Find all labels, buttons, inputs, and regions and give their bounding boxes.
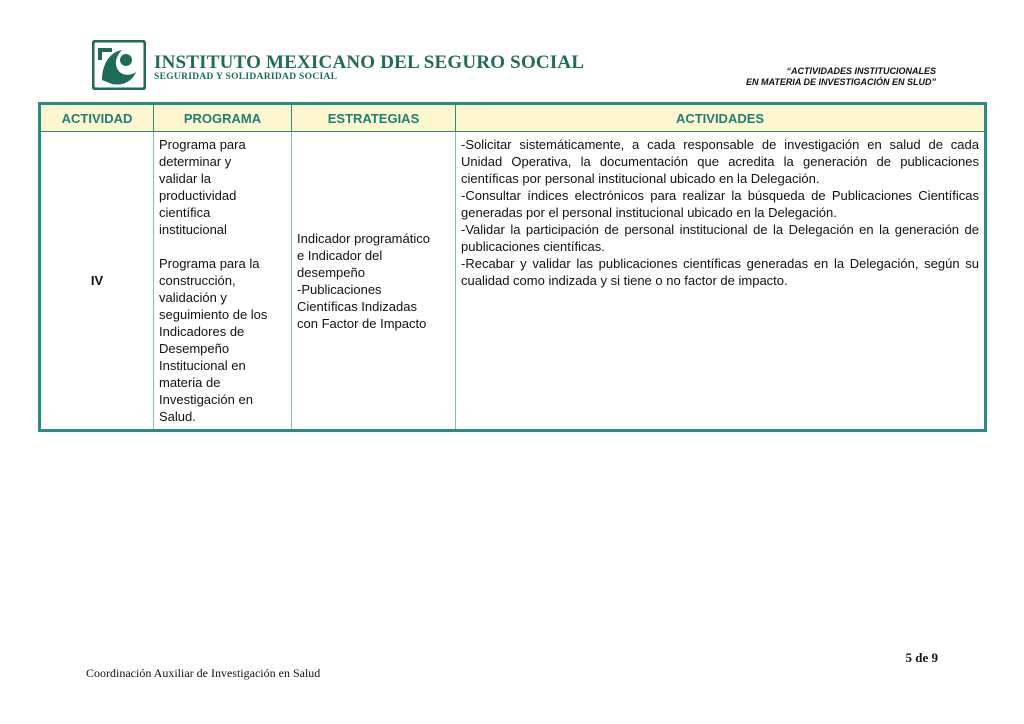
programa-line: construcción, bbox=[159, 273, 236, 288]
estrategia-line: Indicador programático bbox=[297, 230, 430, 246]
programa-line: validación y bbox=[159, 290, 227, 305]
programa-line: científica bbox=[159, 205, 211, 220]
activities-table bbox=[38, 102, 987, 432]
page-number: 5 de 9 bbox=[905, 650, 938, 665]
cell-actividades bbox=[456, 132, 986, 431]
document-title-line1: “ACTIVIDADES INSTITUCIONALES bbox=[786, 66, 936, 76]
table-header-row bbox=[40, 104, 986, 132]
org-subtitle: SEGURIDAD Y SOLIDARIDAD SOCIAL bbox=[154, 72, 338, 82]
header-actividad: ACTIVIDAD bbox=[40, 104, 154, 132]
estrategia-line: con Factor de Impacto bbox=[297, 315, 427, 331]
cell-actividad: IV bbox=[40, 132, 154, 431]
programa-line: Investigación en bbox=[159, 392, 253, 407]
actividad-item: -Recabar y validar las publicaciones científicas generadas en la Delegación, según su cualidad como indizada y si tiene o no factor de impacto. bbox=[461, 256, 979, 288]
programa-line: Programa para bbox=[159, 137, 246, 152]
programa-line: seguimiento de los bbox=[159, 307, 268, 322]
programa-line: Indicadores de bbox=[159, 324, 245, 339]
programa-line: materia de bbox=[159, 375, 221, 390]
programa-line: Desempeño bbox=[159, 341, 230, 356]
programa-line: Institucional en bbox=[159, 358, 246, 373]
programa-line: validar la bbox=[159, 171, 212, 186]
header-actividades: ACTIVIDADES bbox=[456, 104, 986, 132]
programa-line: Programa para la bbox=[159, 256, 260, 271]
org-name: INSTITUTO MEXICANO DEL SEGURO SOCIAL bbox=[154, 52, 585, 73]
estrategia-line: -Publicaciones bbox=[297, 281, 382, 297]
programa-spacer bbox=[159, 238, 286, 255]
table-row bbox=[40, 132, 986, 431]
document-title-line2: EN MATERIA DE INVESTIGACIÓN EN SLUD” bbox=[745, 77, 936, 87]
cell-programa bbox=[154, 132, 292, 431]
cell-estrategias bbox=[292, 132, 456, 431]
estrategia-line: e Indicador del bbox=[297, 247, 383, 263]
programa-line: determinar y bbox=[159, 154, 232, 169]
programa-line: Salud. bbox=[159, 409, 196, 424]
actividad-item: -Validar la participación de personal institucional de la Delegación en la generación de publicaciones científicas. bbox=[461, 222, 979, 254]
actividad-item: -Solicitar sistemáticamente, a cada responsable de investigación en salud de cada Unidad Operativa, la documentación que acredita la generación de publicaciones científicas por personal institucional ubicado en la Delegación. bbox=[461, 137, 979, 186]
estrategia-line: desempeño bbox=[297, 264, 365, 280]
programa-line: institucional bbox=[159, 222, 227, 237]
actividad-item: -Consultar índices electrónicos para realizar la búsqueda de Publicaciones Científicas generadas por el personal institucional ubicado en la Delegación. bbox=[461, 188, 979, 220]
document-title bbox=[746, 66, 936, 88]
footer-coordination: Coordinación Auxiliar de Investigación en Salud bbox=[86, 666, 321, 680]
header-programa: PROGRAMA bbox=[154, 104, 292, 132]
header-estrategias: ESTRATEGIAS bbox=[292, 104, 456, 132]
programa-line: productividad bbox=[159, 188, 237, 203]
imss-logo-icon bbox=[92, 40, 146, 90]
estrategia-line: Científicas Indizadas bbox=[297, 298, 417, 314]
